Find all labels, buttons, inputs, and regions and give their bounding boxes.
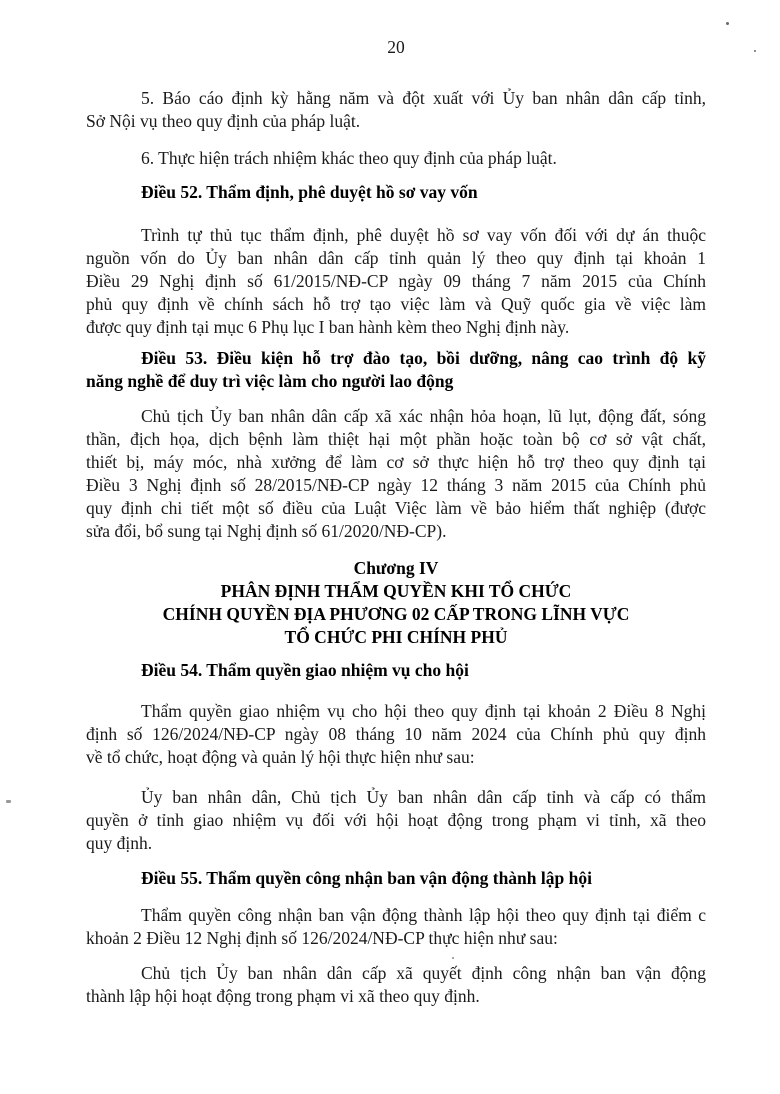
text-line: sửa đổi, bổ sung tại Nghị định số 61/2020/NĐ-CP). [86,521,447,541]
text-line: 6. Thực hiện trách nhiệm khác theo quy định của pháp luật. [141,148,557,168]
text-line: thành lập hội hoạt động trong phạm vi xã theo quy định. [86,986,480,1006]
text-line: về tổ chức, hoạt động và quản lý hội thực hiện như sau: [86,747,475,767]
text-line: Sở Nội vụ theo quy định của pháp luật. [86,111,361,131]
text-line: khoản 2 Điều 12 Nghị định số 126/2024/NĐ-CP thực hiện như sau: [86,928,558,948]
text-line: Thẩm quyền giao nhiệm vụ cho hội theo quy định tại khoản 2 Điều 8 Nghị [141,701,706,721]
text-line: quy định chi tiết một số điều của Luật Việc làm về bảo hiểm thất nghiệp (được [86,498,706,518]
article-55-para-2 [86,962,706,1008]
heading-line: Điều 53. Điều kiện hỗ trợ đào tạo, bồi dưỡng, nâng cao trình độ kỹ [141,348,706,368]
text-line: Ủy ban nhân dân, Chủ tịch Ủy ban nhân dân cấp tỉnh và cấp có thẩm [141,787,706,807]
paragraph-item-5 [86,87,706,133]
chapter-title-line: CHÍNH QUYỀN ĐỊA PHƯƠNG 02 CẤP TRONG LĨNH VỰC [162,604,630,624]
text-line: thiết bị, máy móc, nhà xưởng để làm cơ sở thực hiện hỗ trợ theo quy định tại [86,452,706,472]
text-line: Chủ tịch Ủy ban nhân dân cấp xã quyết định công nhận ban vận động [141,963,706,983]
heading-line: năng nghề để duy trì việc làm cho người lao động [86,371,454,391]
text-line: Trình tự thủ tục thẩm định, phê duyệt hồ sơ vay vốn đối với dự án thuộc [141,225,706,245]
article-54-heading [86,659,706,682]
text-line: nguồn vốn do Ủy ban nhân dân cấp tỉnh quản lý theo quy định tại khoản 1 [86,248,706,268]
article-53-body [86,405,706,543]
page-number: 20 [387,37,405,57]
chapter-title-line: TỔ CHỨC PHI CHÍNH PHỦ [284,627,508,647]
paragraph-item-6 [86,147,706,170]
article-52-body [86,224,706,339]
article-54-para-1 [86,700,706,769]
scan-speck [6,800,11,803]
scan-speck [754,50,756,52]
scan-speck [726,22,729,25]
chapter-label: Chương IV [353,558,439,578]
text-line: quy định. [86,833,153,853]
article-55-heading [86,867,706,890]
text-line: phủ quy định về chính sách hỗ trợ tạo việc làm và Quỹ quốc gia về việc làm [86,294,706,314]
article-55-para-1 [86,904,706,950]
heading-line: Điều 55. Thẩm quyền công nhận ban vận động thành lập hội [141,868,592,888]
chapter-4-heading [86,557,706,649]
document-body [86,36,706,1008]
text-line: được quy định tại mục 6 Phụ lục I ban hành kèm theo Nghị định này. [86,317,570,337]
chapter-title-line: PHÂN ĐỊNH THẨM QUYỀN KHI TỔ CHỨC [220,581,572,601]
text-line: Điều 3 Nghị định số 28/2015/NĐ-CP ngày 12 tháng 3 năm 2015 của Chính phủ [86,475,706,495]
text-line: định số 126/2024/NĐ-CP ngày 08 tháng 10 năm 2024 của Chính phủ quy định [86,724,706,744]
text-line: quyền ở tỉnh giao nhiệm vụ đối với hội hoạt động trong phạm vi tỉnh, xã theo [86,810,706,830]
article-53-heading [86,347,706,393]
text-line: thần, địch họa, dịch bệnh làm thiệt hại một phần hoặc toàn bộ cơ sở vật chất, [86,429,706,449]
heading-line: Điều 52. Thẩm định, phê duyệt hồ sơ vay vốn [141,182,478,202]
article-52-heading [86,181,706,204]
heading-line: Điều 54. Thẩm quyền giao nhiệm vụ cho hội [141,660,469,680]
text-line: Điều 29 Nghị định số 61/2015/NĐ-CP ngày 09 tháng 7 năm 2015 của Chính [86,271,706,291]
article-54-para-2 [86,786,706,855]
text-line: 5. Báo cáo định kỳ hằng năm và đột xuất với Ủy ban nhân dân cấp tỉnh, [141,88,706,108]
text-line: Chủ tịch Ủy ban nhân dân cấp xã xác nhận hỏa hoạn, lũ lụt, động đất, sóng [141,406,706,426]
text-line: Thẩm quyền công nhận ban vận động thành lập hội theo quy định tại điểm c [141,905,706,925]
